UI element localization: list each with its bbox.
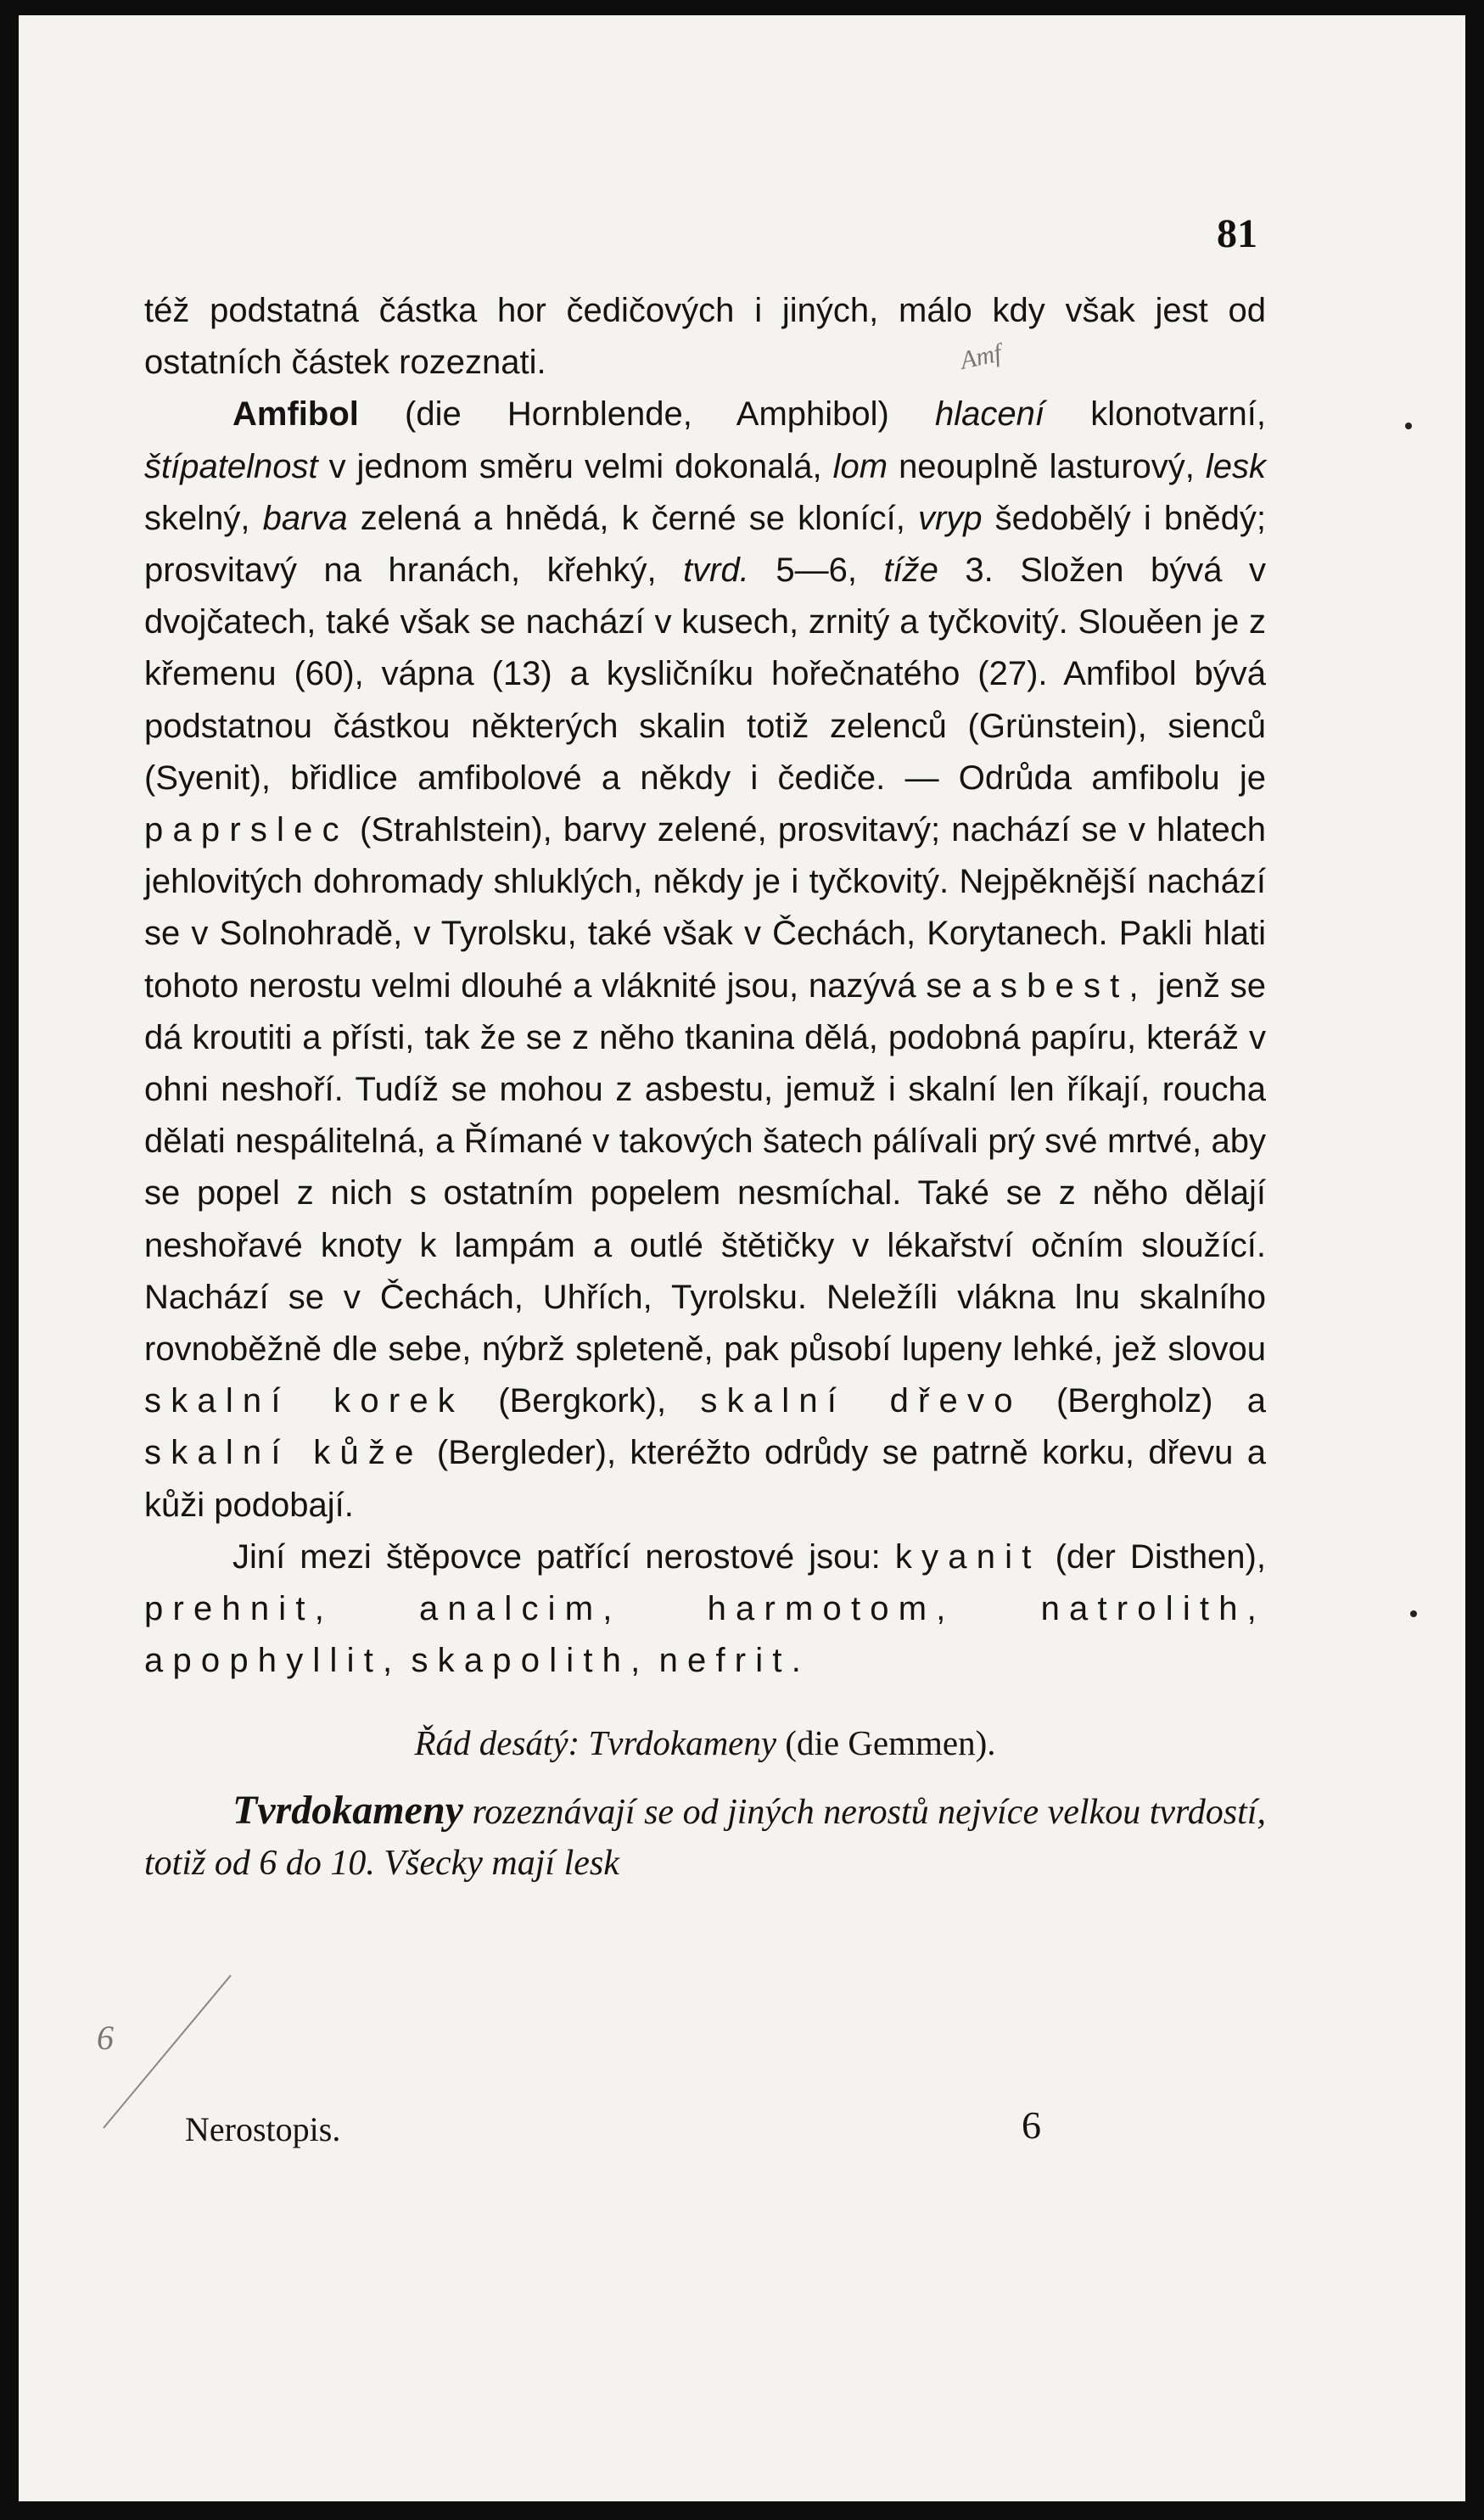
label-tvrdost: tvrd. (683, 552, 749, 590)
text-segment: šedobělý i bnědý; prosvitavý na hranách, křehký, (144, 499, 1266, 590)
mineral-analcim: analcim, (419, 1590, 622, 1628)
paragraph-tvrdokameny (144, 1785, 1266, 1889)
term-amfibol: Amfibol (232, 395, 359, 434)
text-segment: neouplně lasturový, (899, 447, 1195, 485)
label-lom: lom (832, 447, 888, 485)
section-heading (144, 1717, 1266, 1769)
text-segment: v jednom směru velmi dokonalá, (328, 447, 822, 485)
label-lesk: lesk (1205, 447, 1266, 485)
page-number: 81 (1217, 211, 1257, 256)
book-page (19, 15, 1465, 2501)
text-segment: zelená a hnědá, k černé se klonící, (360, 499, 905, 537)
text-segment: (Bergkork), (498, 1382, 667, 1420)
mineral-apophyllit: apophyllit, (144, 1642, 402, 1680)
german-name: (die Hornblende, Amphibol) (405, 395, 889, 434)
spaced-term-paprslec: paprslec (144, 811, 349, 849)
spaced-term-skalni-kuze: skalní kůže (144, 1434, 423, 1472)
text-segment: (Strahlstein), barvy zelené, prosvitavý; nachází se v hlatech jehlovitých dohromady shluklých, někdy je i tyčkovitý. Nejpěknější nachází se v Solnohradě, v Tyrolsku, také však v Čechách, Korytanech. Pakli hlati tohoto nerostu velmi dlouhé a vláknité jsou, nazývá se (144, 811, 1266, 1005)
paragraph-continuation: též podstatná částka hor čedičových i jiných, málo kdy však jest od ostatních částek rozeznati. (144, 292, 1266, 382)
heading-title: Tvrdokameny (588, 1723, 777, 1763)
pencil-annotation: Amf (957, 339, 1005, 375)
text-segment: rozeznávají se od jiných nerostů nejvíce velkou tvrdostí, totiž od 6 do 10. Všecky mají lesk (144, 1792, 1266, 1883)
text-segment: klonotvarní, (1090, 395, 1266, 434)
mineral-harmotom: harmotom, (707, 1590, 955, 1628)
paragraph-other-minerals (144, 1532, 1266, 1688)
text-segment: 5—6, (776, 552, 857, 590)
text-segment: (Bergholz) a (1056, 1382, 1266, 1420)
label-vryp: vryp (917, 499, 983, 537)
paragraph-amfibol (144, 389, 1266, 1531)
mineral-natrolith: natrolith, (1040, 1590, 1266, 1628)
page-footer (185, 2103, 1135, 2149)
text-segment: Jiní mezi štěpovce patřící nerostové jsou: (232, 1537, 881, 1576)
spaced-term-skalni-korek: skalní korek (144, 1382, 464, 1420)
pencil-margin-number: 6 (97, 2019, 114, 2057)
label-barva: barva (262, 499, 348, 537)
text-segment: jenž se dá kroutiti a přísti, tak že se z něho tkanina dělá, podobná papíru, kteráž v ohni neshoří. Tudíž se mohou z asbestu, jemuž i skalní len říkají, roucha dělati nespálitelná, a Římané v takových šatech pálívali prý své mrtvé, aby se popel z nich s ostatním popelem nesmíchal. Také se z něho dělají neshořavé knoty k lampám a outlé štětičky v lékařství očním sloužící. Nachází se v Čechách, Uhřích, Tyrolsku. Neležíli vlákna lnu skalního rovnoběžně dle sebe, nýbrž spleteně, pak působí lupeny lehké, jež slovou (144, 966, 1266, 1369)
label-stipatelnost: štípatelnost (144, 447, 318, 485)
margin-dot (1405, 423, 1412, 429)
mineral-nefrit: nefrit. (658, 1642, 811, 1680)
spaced-term-asbest: asbest, (972, 966, 1148, 1005)
spaced-term-skalni-drevo: skalní dřevo (700, 1382, 1022, 1420)
label-tize: tíže (883, 552, 938, 590)
margin-dot (1410, 1610, 1417, 1617)
heading-label: Řád desátý: (414, 1723, 580, 1763)
mineral-prehnit: prehnit, (144, 1590, 334, 1628)
text-segment: skelný, (144, 499, 250, 537)
sheet-number: 6 (1022, 2103, 1041, 2147)
term-tvrdokameny: Tvrdokameny (232, 1787, 463, 1833)
label-hlaceni: hlacení (935, 395, 1045, 434)
mineral-kyanit: kyanit (894, 1537, 1041, 1576)
footer-signature: Nerostopis. (185, 2110, 341, 2148)
heading-german: (die Gemmen). (785, 1723, 996, 1763)
mineral-skapolith: skapolith, (411, 1642, 650, 1680)
text-segment: 3. Složen bývá v dvojčatech, také však se nachází v kusech, zrnitý a tyčkovitý. Slouěen je z křemenu (60), vápna (13) a kysličníku hořečnatého (27). Amfibol bývá podstatnou částkou některých skalin totiž zelenců (Grünstein), sienců (Syenit), břidlice amfibolové a někdy i čediče. — Odrůda amfibolu je (144, 552, 1266, 797)
page-text (144, 285, 1266, 1889)
text-segment: (Bergleder), kteréžto odrůdy se patrně korku, dřevu a kůži podobají. (144, 1434, 1266, 1524)
text-segment: (der Disthen), (1055, 1537, 1266, 1576)
